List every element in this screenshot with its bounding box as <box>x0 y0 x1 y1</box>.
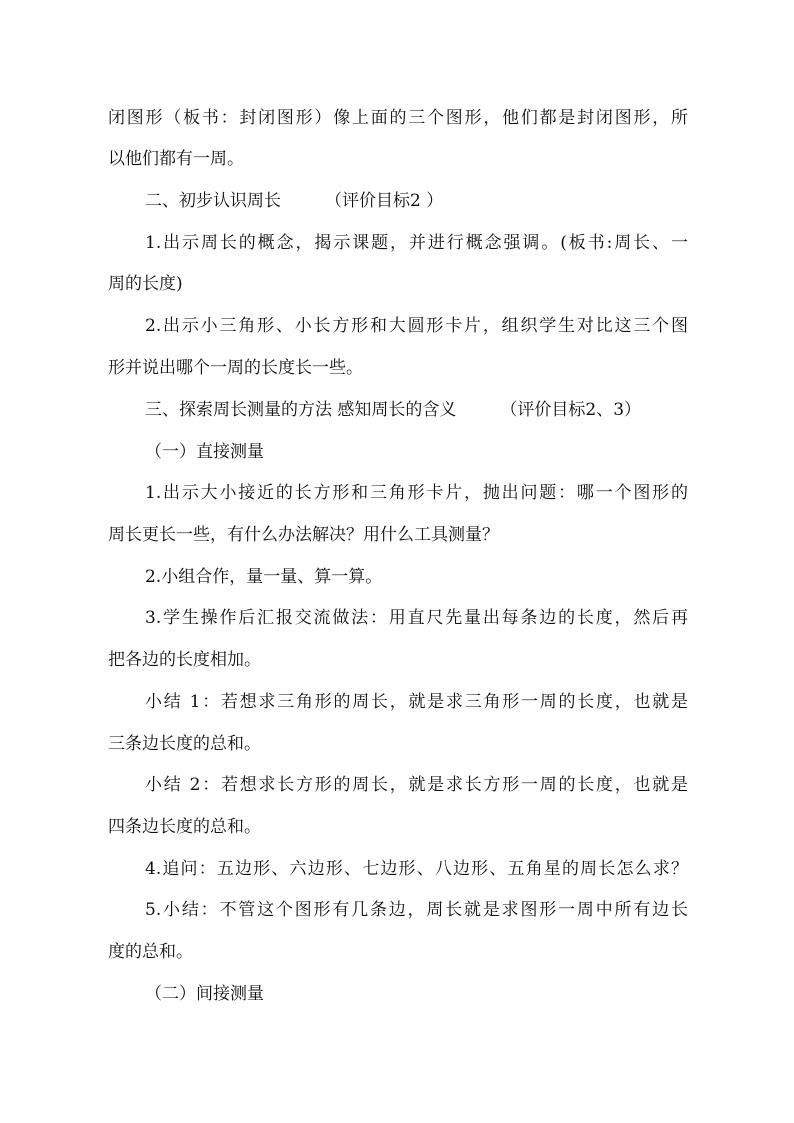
summary-line: 小结 2：若想求长方形的周长，就是求长方形一周的长度，也就是 <box>145 775 688 795</box>
evaluation-target-note: （评价目标2、3） <box>500 400 642 420</box>
paragraph-line: 4.追问：五边形、六边形、七边形、八边形、五角星的周长怎么求？ <box>145 859 688 879</box>
paragraph-line: 三条边长度的总和。 <box>108 734 261 754</box>
paragraph-line: 1.出示大小接近的长方形和三角形卡片，抛出问题：哪一个图形的 <box>145 483 688 503</box>
section-heading-text: 三、探索周长测量的方法 感知周长的含义 <box>145 400 457 420</box>
paragraph-line: 2.出示小三角形、小长方形和大圆形卡片，组织学生对比这三个图 <box>145 316 688 336</box>
section-heading-text: 二、初步认识周长 <box>145 191 281 211</box>
paragraph-line: 以他们都有一周。 <box>108 149 244 169</box>
paragraph-line: 1.出示周长的概念，揭示课题，并进行概念强调。(板书:周长、一 <box>145 233 688 253</box>
paragraph-line: 形并说出哪个一周的长度长一些。 <box>108 358 363 378</box>
paragraph-line: 2.小组合作，量一量、算一算。 <box>145 567 383 587</box>
subsection-heading: （二）间接测量 <box>145 984 264 1004</box>
summary-line: 小结 1：若想求三角形的周长，就是求三角形一周的长度，也就是 <box>145 692 688 712</box>
paragraph-line: 四条边长度的总和。 <box>108 817 261 837</box>
paragraph-line: 把各边的长度相加。 <box>108 650 261 670</box>
section-heading-2 <box>145 189 443 213</box>
paragraph-line: 闭图形（板书：封闭图形）像上面的三个图形，他们都是封闭图形，所 <box>108 108 688 128</box>
paragraph-line: 5.小结：不管这个图形有几条边，周长就是求图形一周中所有边长 <box>145 900 688 920</box>
evaluation-target-note: （评价目标2 ） <box>325 191 444 211</box>
paragraph-line: 周的长度) <box>108 274 183 294</box>
paragraph-line: 度的总和。 <box>108 942 193 962</box>
paragraph-line: 周长更长一些，有什么办法解决？用什么工具测量？ <box>108 525 499 545</box>
subsection-heading: （一）直接测量 <box>145 442 264 462</box>
paragraph-line: 3.学生操作后汇报交流做法：用直尺先量出每条边的长度，然后再 <box>145 608 688 628</box>
section-heading-3 <box>145 398 641 422</box>
